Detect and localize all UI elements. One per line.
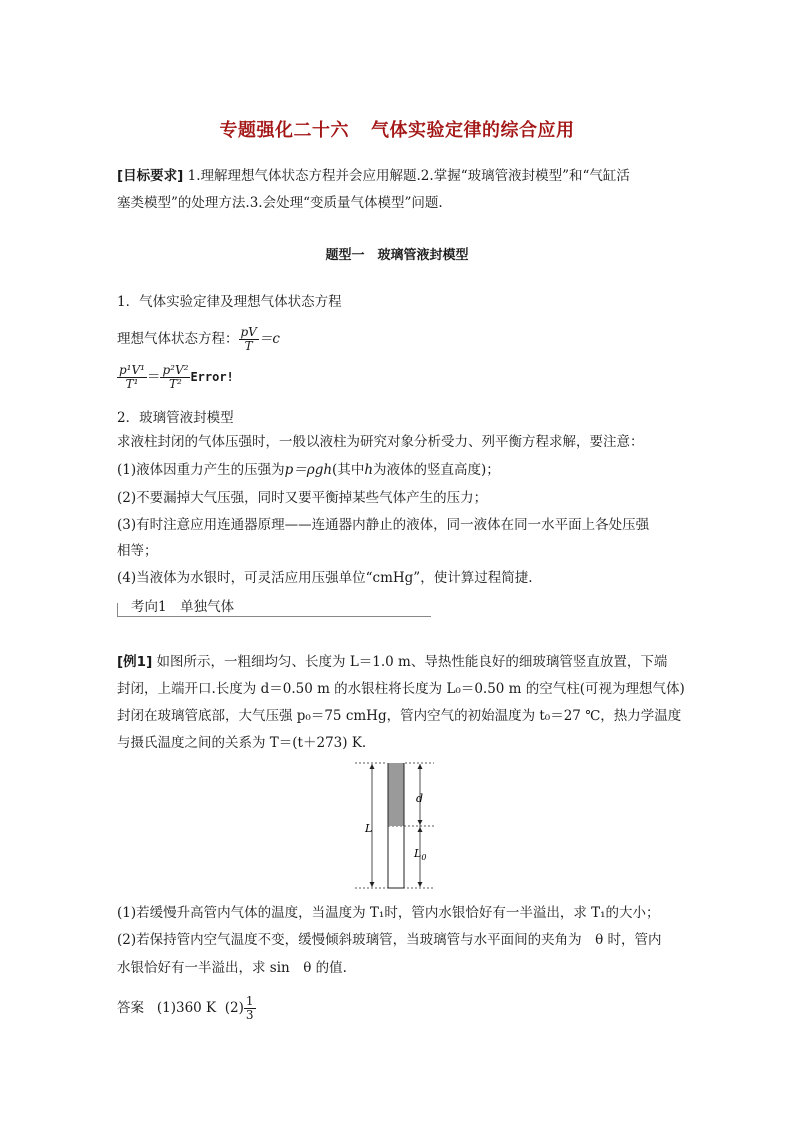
- mercury-column: [388, 763, 404, 826]
- question-2-line-2: 水银恰好有一半溢出，求 sin θ 的值.: [117, 960, 347, 976]
- label-L0: $L_0$: [414, 847, 427, 862]
- note-1: (1)液体因重力产生的压强为p＝ρgh(其中h为液体的竖直高度)；: [117, 462, 500, 478]
- ideal-gas-equation: 理想气体状态方程： $\frac{pV}{T}$ ＝c: [117, 325, 280, 353]
- note-4: (4)当液体为水银时，可灵活应用压强单位“cmHg”，使计算过程简捷.: [117, 570, 533, 586]
- example-line-1: [例1] 如图所示，一粗细均匀、长度为 L＝1.0 m、导热性能良好的细玻璃管竖直放置，下端: [117, 654, 668, 670]
- note-3-line-1: (3)有时注意应用连通器原理——连通器内静止的液体，同一液体在同一水平面上各处压强: [117, 517, 650, 533]
- answer-line: 答案 (1)360 K (2) $\frac{1}{3}$: [117, 994, 254, 1022]
- fraction-pv-over-t: $\frac{pV}{T}$: [240, 325, 257, 353]
- error-text: Error!: [190, 370, 234, 384]
- answer-label: 答案: [117, 1000, 144, 1016]
- kaoxiang-label: 考向1 单独气体: [131, 599, 235, 615]
- d-arrow-down: [418, 820, 423, 825]
- example-line-3: 封闭在玻璃管底部，大气压强 p₀＝75 cmHg，管内空气的初始温度为 t₀＝27 ℃，热力学温度: [117, 708, 682, 724]
- L-arrow-down: [370, 882, 375, 887]
- section-heading: 题型一 玻璃管液封模型: [325, 248, 469, 263]
- L0-arrow-up: [418, 827, 423, 832]
- state-equation: $\frac{\text{p¹V¹}}{\text{T¹}}$ ＝ $\frac{\text{p²V²}}{\text{T²}}$ Error!: [119, 363, 234, 391]
- objectives-line-2: 塞类模型”的处理方法.3.会处理“变质量气体模型”问题.: [117, 195, 443, 211]
- question-1: (1)若缓慢升高管内气体的温度，当温度为 T₁时，管内水银恰好有一半溢出，求 T₁的大小；: [117, 905, 660, 921]
- example-line-2: 封闭，上端开口.长度为 d＝0.50 m 的水银柱将长度为 L₀＝0.50 m 的空气柱(可视为理想气体): [117, 681, 685, 697]
- page-title: 专题强化二十六 气体实验定律的综合应用: [219, 120, 575, 141]
- example-line-4: 与摄氏温度之间的关系为 T＝(t＋273) K.: [117, 735, 367, 751]
- note-3-line-2: 相等；: [117, 543, 158, 559]
- glass-tube-figure: [350, 760, 440, 892]
- example-label: [例1]: [117, 654, 153, 670]
- label-L: L: [365, 822, 373, 835]
- answer-fraction: $\frac{1}{3}$: [245, 994, 254, 1022]
- objectives-label: [目标要求]: [117, 168, 184, 184]
- section-2-heading: 2．玻璃管液封模型: [117, 410, 234, 426]
- note-2: (2)不要漏掉大气压强，同时又要平衡掉某些气体产生的压力；: [117, 490, 488, 506]
- section-1-heading: 1．气体实验定律及理想气体状态方程: [117, 294, 342, 310]
- L-arrow-up: [370, 764, 375, 769]
- kaoxiang-bracket: [117, 603, 118, 616]
- objectives-line-1: [目标要求] 1.理解理想气体状态方程并会应用解题.2.掌握“玻璃管液封模型”和“气缸活: [117, 168, 630, 184]
- section-2-intro: 求液柱封闭的气体压强时，一般以液柱为研究对象分析受力、列平衡方程求解，要注意：: [117, 434, 644, 450]
- d-arrow-up: [418, 764, 423, 769]
- label-d: d: [416, 792, 424, 805]
- L0-arrow-down: [418, 882, 423, 887]
- question-2-line-1: (2)若保持管内空气温度不变，缓慢倾斜玻璃管，当玻璃管与水平面间的夹角为 θ 时，管内: [117, 932, 662, 948]
